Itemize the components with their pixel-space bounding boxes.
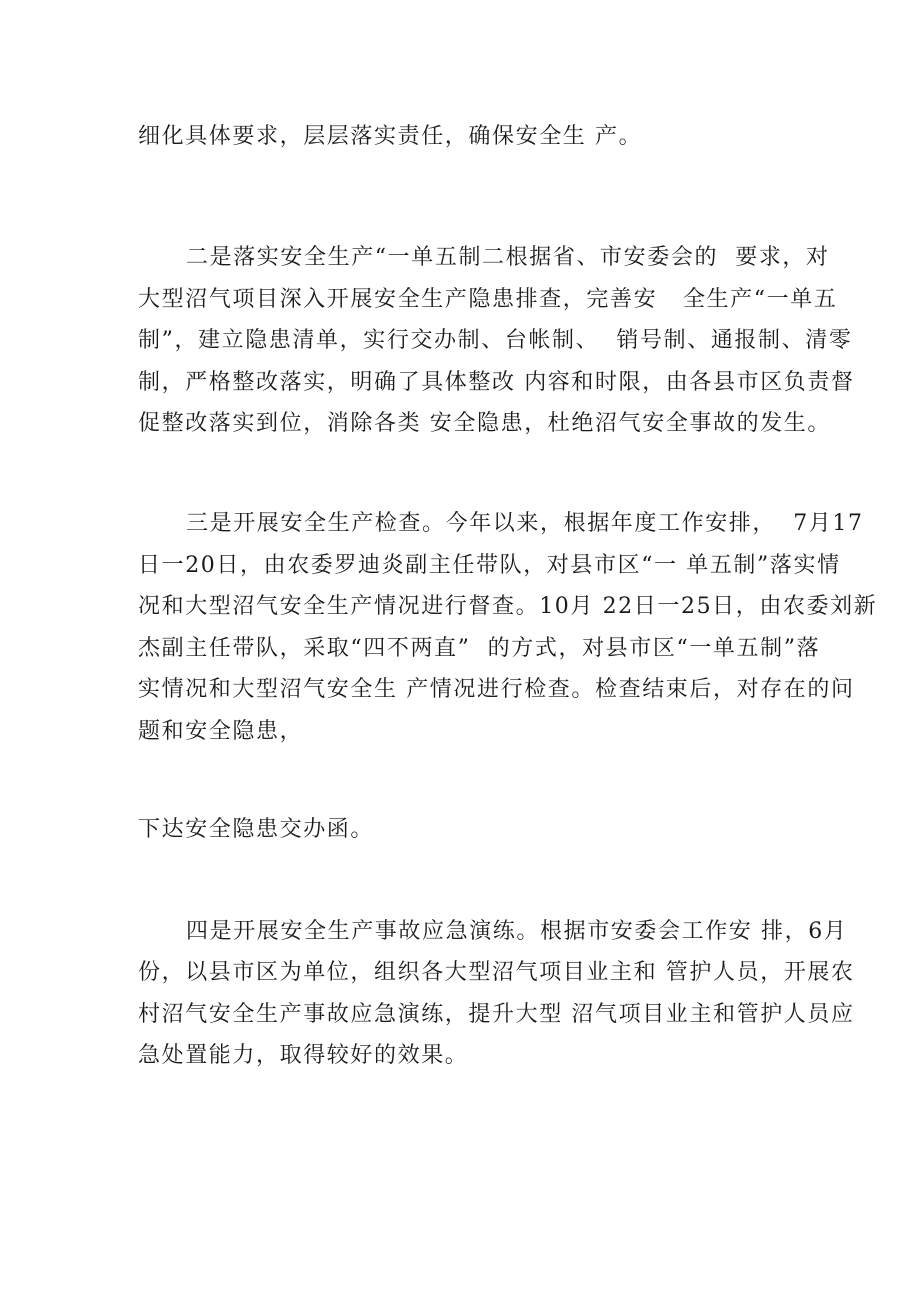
text-line: 细化具体要求，层层落实责任，确保安全生 产。 [138,124,643,149]
text-line: 大型沼气项目深入开展安全生产隐患排查，完善安 全生产“一单五 [138,287,838,312]
text-line: 促整改落实到位，消除各类 安全隐患，杜绝沼气安全事故的发生。 [138,411,831,436]
text-line: 况和大型沼气安全生产情况进行督查。10月 22日一25日，由农委刘新 [138,594,878,619]
text-line: 四是开展安全生产事故应急演练。根据市安委会工作安 排，6月 [186,919,848,944]
text-line: 日一20日，由农委罗迪炎副主任带队，对县市区“一 单五制”落实情 [138,553,841,578]
text-line: 制”，建立隐患清单，实行交办制、台帐制、 销号制、通报制、清零 [138,328,853,353]
text-line: 二是落实安全生产“一单五制二根据省、市安委会的 要求，对 [186,245,830,270]
text-line: 急处置能力，取得较好的效果。 [138,1043,469,1068]
text-line: 村沼气安全生产事故应急演练，提升大型 沼气项目业主和管护人员应 [138,1002,855,1027]
text-line: 下达安全隐患交办函。 [138,817,375,842]
text-line: 实情况和大型沼气安全生 产情况进行检查。检查结束后，对存在的问 [138,677,855,702]
text-line: 题和安全隐患， [138,719,304,744]
text-line: 制，严格整改落实，明确了具体整改 内容和时限，由各县市区负责督 [138,370,855,395]
text-line: 份，以县市区为单位，组织各大型沼气项目业主和 管护人员，开展农 [138,960,855,985]
text-line: 杰副主任带队，采取“四不两直” 的方式，对县市区“一单五制”落 [138,636,821,661]
text-line: 三是开展安全生产检查。今年以来，根据年度工作安排， 7月17 [186,511,864,536]
